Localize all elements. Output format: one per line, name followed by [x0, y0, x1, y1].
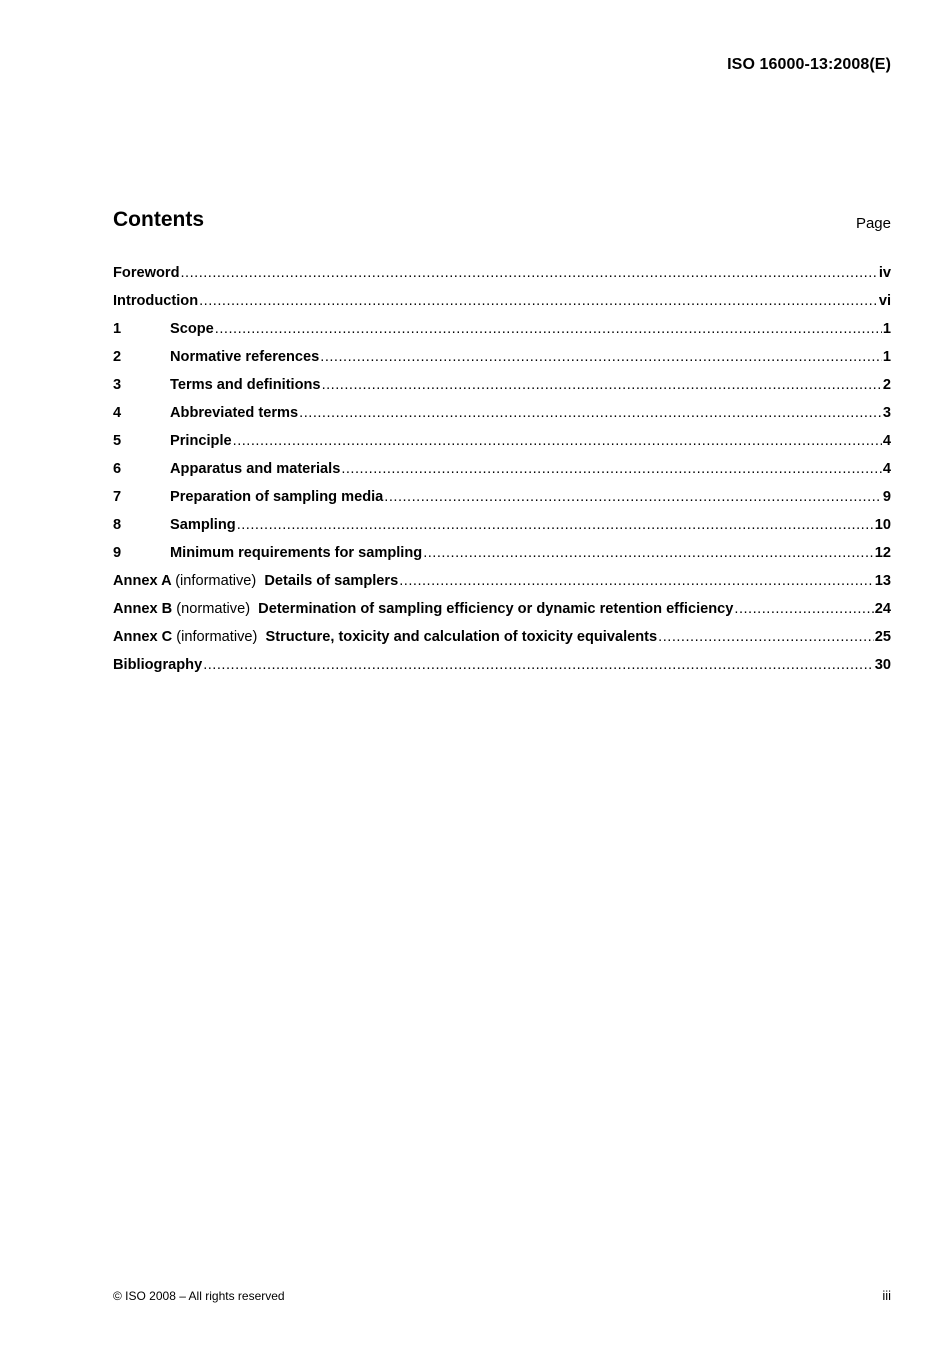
toc-entry-number: 9 — [113, 545, 122, 561]
dot-leader — [320, 349, 882, 365]
page-column-label: Page — [855, 215, 891, 232]
annex-kind: (informative) — [176, 629, 258, 645]
toc-entry-normative-references[interactable] — [113, 349, 891, 377]
dot-leader — [384, 489, 882, 505]
toc-entry-apparatus-and-materials[interactable] — [113, 461, 891, 489]
toc-entry-number: 2 — [113, 349, 122, 365]
copyright-notice: © ISO 2008 – All rights reserved — [113, 1289, 285, 1303]
annex-label: Annex B — [113, 601, 173, 617]
dot-leader — [322, 377, 882, 393]
annex-title: Details of samplers — [264, 573, 399, 589]
toc-entry-page: 24 — [874, 601, 891, 617]
contents-header — [113, 208, 891, 238]
toc-entry-bibliography[interactable] — [113, 657, 891, 685]
toc-entry-title — [113, 573, 398, 589]
toc-entry-number: 1 — [113, 321, 122, 337]
toc-entry-page: 9 — [882, 489, 891, 505]
toc-entry-annex-a[interactable] — [113, 573, 891, 601]
annex-kind: (informative) — [175, 573, 257, 589]
toc-entry-preparation-of-sampling-media[interactable] — [113, 489, 891, 517]
toc-entry-title: Terms and definitions — [170, 377, 321, 393]
annex-label: Annex C — [113, 629, 173, 645]
dot-leader — [299, 405, 882, 421]
toc-entry-title: Minimum requirements for sampling — [170, 545, 423, 561]
toc-entry-foreword[interactable] — [113, 265, 891, 293]
toc-entry-page: 2 — [882, 377, 891, 393]
toc-entry-title: Apparatus and materials — [170, 461, 341, 477]
toc-entry-sampling[interactable] — [113, 517, 891, 545]
toc-entry-terms-and-definitions[interactable] — [113, 377, 891, 405]
annex-label: Annex A — [113, 573, 172, 589]
toc-entry-number: 3 — [113, 377, 122, 393]
dot-leader — [399, 573, 874, 589]
toc-entry-title: Introduction — [113, 293, 199, 309]
dot-leader — [215, 321, 882, 337]
annex-kind: (normative) — [176, 601, 251, 617]
toc-entry-abbreviated-terms[interactable] — [113, 405, 891, 433]
toc-entry-page: 13 — [874, 573, 891, 589]
toc-entry-principle[interactable] — [113, 433, 891, 461]
dot-leader — [199, 293, 878, 309]
annex-title: Determination of sampling efficiency or dynamic retention efficiency — [258, 601, 734, 617]
toc-entry-title: Foreword — [113, 265, 180, 281]
toc-entry-title — [113, 601, 733, 617]
dot-leader — [423, 545, 874, 561]
toc-entry-title: Abbreviated terms — [170, 405, 299, 421]
toc-entry-number: 4 — [113, 405, 122, 421]
toc-entry-page: vi — [878, 293, 891, 309]
toc-entry-page: 4 — [882, 461, 891, 477]
toc-entry-introduction[interactable] — [113, 293, 891, 321]
dot-leader — [341, 461, 882, 477]
toc-entry-title: Normative references — [170, 349, 320, 365]
toc-entry-number: 6 — [113, 461, 122, 477]
toc-entry-page: 1 — [882, 349, 891, 365]
toc-entry-number: 5 — [113, 433, 122, 449]
toc-entry-number: 8 — [113, 517, 122, 533]
table-of-contents — [113, 265, 891, 685]
toc-entry-annex-c[interactable] — [113, 629, 891, 657]
toc-entry-page: 1 — [882, 321, 891, 337]
dot-leader — [180, 265, 877, 281]
toc-entry-page: 25 — [874, 629, 891, 645]
dot-leader — [734, 601, 873, 617]
toc-entry-scope[interactable] — [113, 321, 891, 349]
document-id: ISO 16000-13:2008(E) — [727, 56, 891, 73]
annex-title: Structure, toxicity and calculation of toxicity equivalents — [265, 629, 658, 645]
toc-entry-page: iv — [878, 265, 891, 281]
contents-title: Contents — [113, 208, 204, 231]
page-number: iii — [882, 1288, 891, 1303]
toc-entry-minimum-requirements[interactable] — [113, 545, 891, 573]
toc-entry-title — [113, 629, 657, 645]
toc-entry-page: 4 — [882, 433, 891, 449]
dot-leader — [237, 517, 874, 533]
toc-entry-annex-b[interactable] — [113, 601, 891, 629]
toc-entry-title: Sampling — [170, 517, 236, 533]
toc-entry-page: 10 — [874, 517, 891, 533]
dot-leader — [203, 657, 874, 673]
toc-entry-title: Scope — [170, 321, 214, 337]
toc-entry-title: Bibliography — [113, 657, 203, 673]
toc-entry-title: Preparation of sampling media — [170, 489, 384, 505]
toc-entry-page: 30 — [874, 657, 891, 673]
toc-entry-page: 3 — [882, 405, 891, 421]
dot-leader — [233, 433, 882, 449]
dot-leader — [658, 629, 874, 645]
toc-entry-page: 12 — [874, 545, 891, 561]
toc-entry-title: Principle — [170, 433, 232, 449]
toc-entry-number: 7 — [113, 489, 122, 505]
